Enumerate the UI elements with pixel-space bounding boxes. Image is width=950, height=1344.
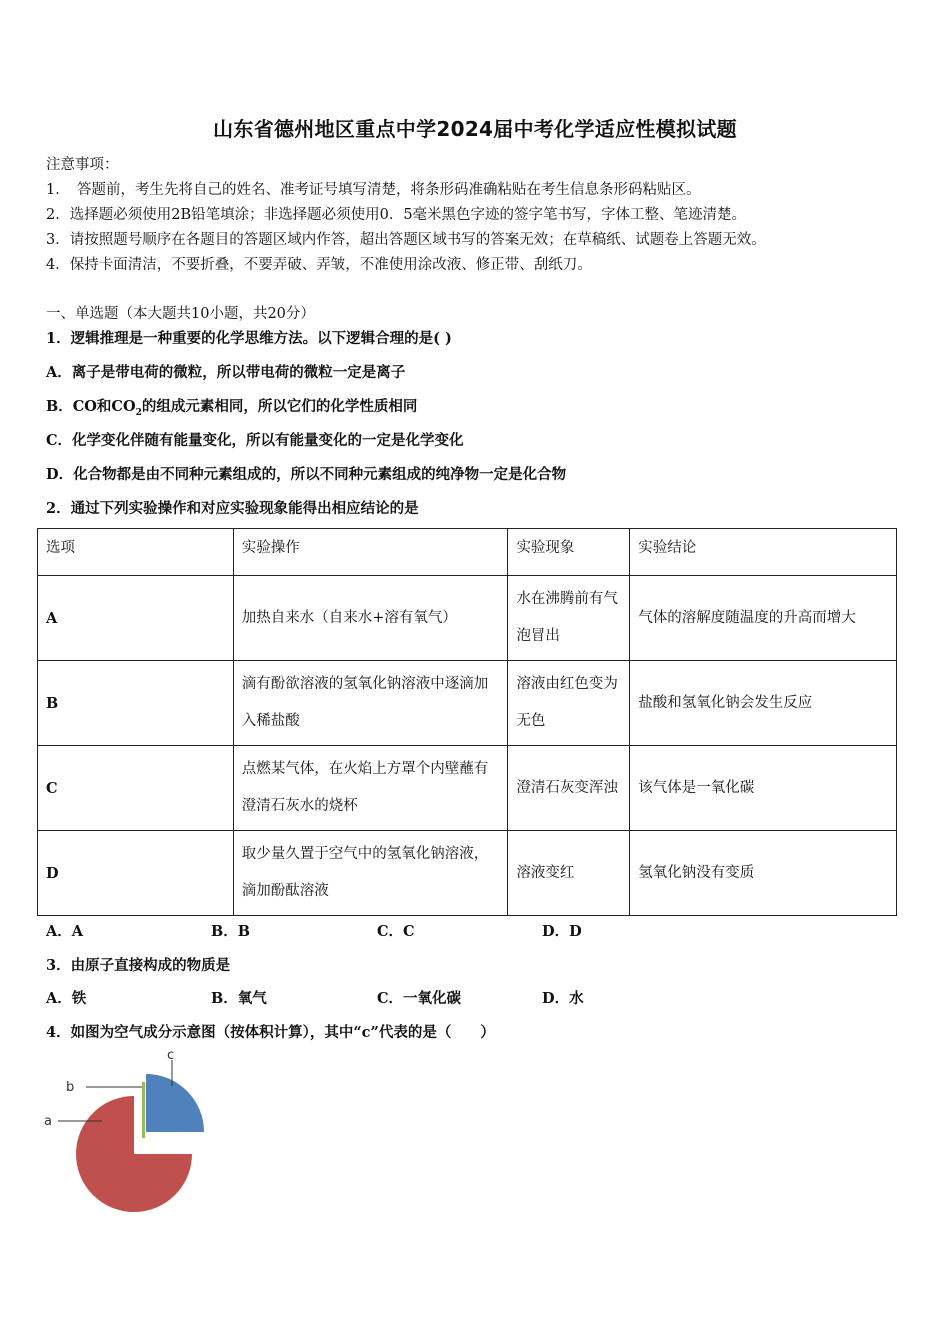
table-header-row <box>38 529 897 576</box>
section-heading: 一、单选题（本大题共10小题，共20分） <box>46 306 315 322</box>
table-row <box>38 576 897 661</box>
q2-stem: 2．通过下列实验操作和对应实验现象能得出相应结论的是 <box>46 500 419 517</box>
note-item-4: 4．保持卡面清洁，不要折叠，不要弄破、弄皱，不准使用涂改液、修正带、刮纸刀。 <box>46 257 592 273</box>
pie-label-c: c <box>167 1048 175 1063</box>
row-conclusion: 该气体是一氧化碳 <box>630 746 897 831</box>
q1-option-b-post: 的组成元素相同，所以它们的化学性质相同 <box>141 398 418 415</box>
q2-choice-d: D．D <box>542 923 582 940</box>
q1-option-b-pre: B．CO和CO <box>46 398 136 415</box>
row-phenomenon: 溶液由红色变为无色 <box>508 661 630 746</box>
row-conclusion: 氢氧化钠没有变质 <box>630 831 897 916</box>
q1-option-a: A．离子是带电荷的微粒，所以带电荷的微粒一定是离子 <box>46 364 406 381</box>
q3-choice-c: C．一氧化碳 <box>377 990 462 1007</box>
note-item-2: 2．选择题必须使用2B铅笔填涂；非选择题必须使用0．5毫米黑色字迹的签字笔书写，字体工整、笔迹清楚。 <box>46 207 747 223</box>
q1-option-b <box>46 395 417 418</box>
header-phenomenon: 实验现象 <box>508 529 630 576</box>
row-operation: 加热自来水（自来水+溶有氧气） <box>233 576 508 661</box>
note-item-3: 3．请按照题号顺序在各题目的答题区域内作答，超出答题区域书写的答案无效；在草稿纸、试题卷上答题无效。 <box>46 232 766 248</box>
q1-option-b-sub: 2 <box>135 407 142 418</box>
notes-heading: 注意事项： <box>46 157 119 173</box>
row-operation: 滴有酚欲溶液的氢氧化钠溶液中逐滴加入稀盐酸 <box>233 661 508 746</box>
header-conclusion: 实验结论 <box>630 529 897 576</box>
page-title: 山东省德州地区重点中学2024届中考化学适应性模拟试题 <box>213 117 737 141</box>
note-item-1: 1． 答题前，考生先将自己的姓名、准考证号填写清楚，将条形码准确粘贴在考生信息条形码粘贴区。 <box>46 182 701 198</box>
row-operation: 取少量久置于空气中的氢氧化钠溶液，滴加酚酞溶液 <box>233 831 508 916</box>
q1-stem: 1．逻辑推理是一种重要的化学思维方法。以下逻辑合理的是( ) <box>46 330 452 347</box>
row-phenomenon: 澄清石灰变浑浊 <box>508 746 630 831</box>
row-option: A <box>38 576 234 661</box>
row-option: B <box>38 661 234 746</box>
row-conclusion: 气体的溶解度随温度的升高而增大 <box>630 576 897 661</box>
q4-stem: 4．如图为空气成分示意图（按体积计算），其中“c”代表的是（ ） <box>46 1024 495 1041</box>
q3-choice-d: D．水 <box>542 990 584 1007</box>
experiment-table <box>37 528 897 916</box>
row-phenomenon: 溶液变红 <box>508 831 630 916</box>
q1-option-d: D．化合物都是由不同种元素组成的，所以不同种元素组成的纯净物一定是化合物 <box>46 466 567 483</box>
row-operation: 点燃某气体，在火焰上方罩个内壁蘸有澄清石灰水的烧杯 <box>233 746 508 831</box>
q2-choice-a: A．A <box>46 923 84 940</box>
q3-choice-a: A．铁 <box>46 990 87 1007</box>
header-operation: 实验操作 <box>233 529 508 576</box>
table-row <box>38 661 897 746</box>
row-option: C <box>38 746 234 831</box>
table-row <box>38 831 897 916</box>
q3-stem: 3．由原子直接构成的物质是 <box>46 957 231 974</box>
pie-slice-b <box>142 1082 145 1138</box>
pie-slice-c <box>146 1074 204 1132</box>
q1-option-c: C．化学变化伴随有能量变化，所以有能量变化的一定是化学变化 <box>46 432 464 449</box>
pie-label-a: a <box>44 1114 52 1129</box>
row-conclusion: 盐酸和氢氧化钠会发生反应 <box>630 661 897 746</box>
row-phenomenon: 水在沸腾前有气泡冒出 <box>508 576 630 661</box>
row-option: D <box>38 831 234 916</box>
pie-label-b: b <box>66 1080 75 1095</box>
q3-choice-b: B．氧气 <box>211 990 267 1007</box>
air-composition-pie-chart <box>40 1046 220 1216</box>
q2-choice-b: B．B <box>211 923 251 940</box>
q2-choice-c: C．C <box>377 923 415 940</box>
header-option: 选项 <box>38 529 234 576</box>
table-row <box>38 746 897 831</box>
